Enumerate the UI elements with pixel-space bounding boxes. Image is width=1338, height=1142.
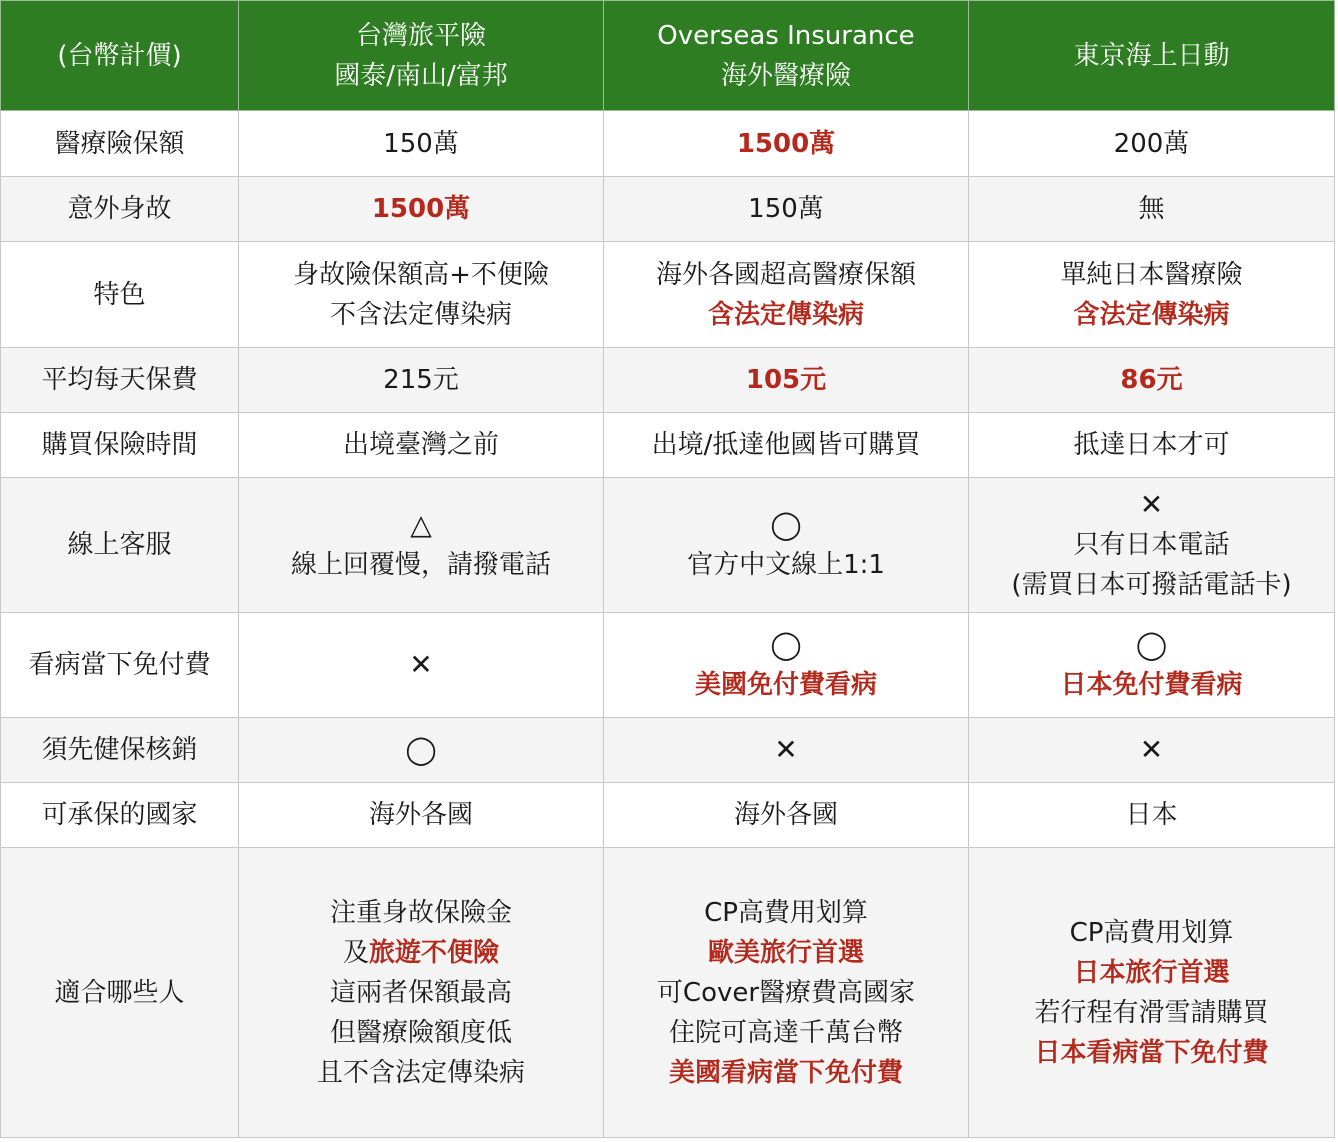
header-row [1,1,1335,111]
cell-text: 出境/抵達他國皆可購買 [651,430,921,460]
currency-note: (台幣計價) [57,40,182,71]
cross-no-icon: ✕ [1139,488,1164,521]
row-label: 可承保的國家 [41,800,198,830]
circle-yes-icon: ◯ [405,733,437,766]
highlight-text: 105元 [745,365,827,395]
cell-text: (需買日本可撥話電話卡) [1011,570,1292,600]
cell-tokio-marine [969,177,1335,242]
cell-overseas [604,111,969,177]
table-row [1,242,1335,348]
cell-tokio-marine [969,718,1335,783]
row-label-cell [1,613,239,718]
cell-text: 日本 [1125,800,1178,830]
row-label: 看病當下免付費 [28,650,211,680]
circle-yes-icon: ◯ [1135,628,1168,661]
cell-text: 住院可高達千萬台幣 [668,1017,903,1048]
row-label-cell [1,348,239,413]
cell-tokio-marine [969,783,1335,848]
cell-taiwan-travel [239,848,604,1138]
triangle-partial-icon: △ [410,508,432,541]
cell-text: 出境臺灣之前 [342,430,499,460]
cell-text: 可Cover醫療費高國家 [656,977,916,1008]
row-label: 意外身故 [67,194,172,224]
cell-text: 海外各國 [368,800,473,830]
row-label-cell [1,783,239,848]
cell-text: 抵達日本才可 [1073,430,1230,460]
table-row [1,413,1335,478]
table-row [1,613,1335,718]
cell-overseas [604,478,969,613]
cell-text: 150萬 [383,128,459,159]
cell-text: 海外各國 [733,800,838,830]
highlight-text: 日本免付費看病 [1060,670,1243,700]
cell-text: 這兩者保額最高 [329,977,512,1008]
highlight-text: 旅遊不便險 [369,937,500,968]
table-row [1,111,1335,177]
cross-no-icon: ✕ [774,733,798,766]
row-label-cell [1,177,239,242]
highlight-text: 日本看病當下免付費 [1034,1037,1269,1068]
cell-text: 215元 [383,365,459,395]
row-label-cell [1,242,239,348]
circle-yes-icon: ◯ [770,508,802,541]
row-label-cell [1,718,239,783]
highlight-text: 歐美旅行首選 [707,937,864,968]
cell-tokio-marine [969,848,1335,1138]
cell-text: 線上回覆慢，請撥電話 [290,550,551,580]
cross-no-icon: ✕ [409,648,433,681]
cross-no-icon: ✕ [1139,733,1164,766]
highlight-text: 86元 [1120,365,1183,395]
table-body [1,111,1335,1138]
row-label: 須先健保核銷 [41,735,198,765]
cell-text: 及 [342,937,369,968]
cell-overseas [604,348,969,413]
highlight-text: 含法定傳染病 [1073,299,1230,330]
cell-text: 但醫療險額度低 [329,1017,512,1048]
header-label-cell [1,1,239,111]
cell-text: 海外各國超高醫療保額 [655,259,916,290]
row-label: 購買保險時間 [41,430,198,460]
circle-yes-icon: ◯ [770,628,802,661]
cell-text: CP高費用划算 [1069,917,1234,948]
header-col2-line: 海外醫療險 [720,60,851,91]
header-taiwan-travel-insurance [239,1,604,111]
row-label-cell [1,848,239,1138]
cell-tokio-marine [969,478,1335,613]
table-row [1,848,1335,1138]
table-row [1,783,1335,848]
cell-taiwan-travel [239,111,604,177]
cell-text: 且不含法定傳染病 [316,1057,525,1088]
cell-overseas [604,613,969,718]
cell-text: 注重身故保險金 [329,897,512,928]
row-label-cell [1,478,239,613]
cell-taiwan-travel [239,413,604,478]
cell-taiwan-travel [239,242,604,348]
highlight-text: 含法定傳染病 [707,299,864,330]
cell-taiwan-travel [239,177,604,242]
cell-tokio-marine [969,348,1335,413]
row-label: 線上客服 [67,530,172,560]
table-row [1,348,1335,413]
cell-taiwan-travel [239,348,604,413]
cell-taiwan-travel [239,718,604,783]
cell-text: 不含法定傳染病 [329,299,512,330]
cell-line [245,933,597,973]
header-col2-line: Overseas Insurance [657,20,915,51]
highlight-text: 1500萬 [736,128,836,159]
cell-text: 官方中文線上1:1 [687,550,885,580]
cell-taiwan-travel [239,783,604,848]
row-label: 特色 [93,279,146,310]
cell-text: 無 [1138,194,1165,224]
row-label-cell [1,111,239,177]
cell-tokio-marine [969,242,1335,348]
cell-taiwan-travel [239,613,604,718]
table-header [1,1,1335,111]
header-col1-line: 國泰/南山/富邦 [334,60,508,91]
highlight-text: 美國看病當下免付費 [668,1057,903,1088]
table-row [1,478,1335,613]
cell-tokio-marine [969,413,1335,478]
cell-taiwan-travel [239,478,604,613]
header-overseas-insurance [604,1,969,111]
table-row [1,177,1335,242]
row-label-cell [1,413,239,478]
cell-text: 只有日本電話 [1073,530,1230,560]
cell-overseas [604,413,969,478]
cell-overseas [604,177,969,242]
highlight-text: 1500萬 [371,194,471,224]
table-row [1,718,1335,783]
row-label: 平均每天保費 [41,365,198,395]
cell-overseas [604,783,969,848]
row-label: 醫療險保額 [54,128,185,159]
cell-text: 身故險保額高+不便險 [293,259,549,290]
cell-overseas [604,718,969,783]
cell-text: 150萬 [748,194,824,224]
highlight-text: 美國免付費看病 [694,670,877,700]
highlight-text: 日本旅行首選 [1073,957,1230,988]
cell-text: 單純日本醫療險 [1060,259,1243,290]
header-tokio-marine [969,1,1335,111]
row-label: 適合哪些人 [54,977,185,1008]
cell-tokio-marine [969,111,1335,177]
cell-text: 200萬 [1113,128,1190,159]
cell-text: CP高費用划算 [704,897,868,928]
cell-tokio-marine [969,613,1335,718]
header-col1-line: 台灣旅平險 [355,20,486,51]
cell-overseas [604,848,969,1138]
header-col3-line: 東京海上日動 [1073,40,1230,71]
cell-overseas [604,242,969,348]
cell-text: 若行程有滑雪請購買 [1034,997,1269,1028]
